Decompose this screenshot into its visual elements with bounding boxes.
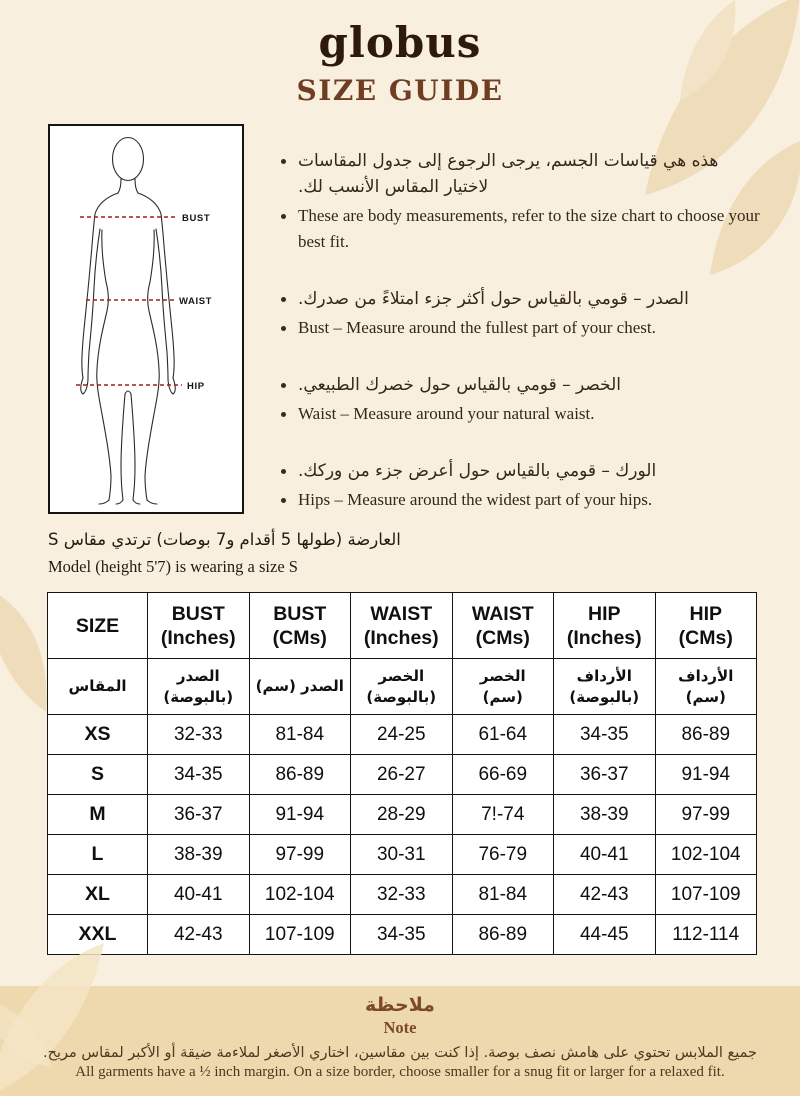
header-size-ar: المقاس — [48, 659, 148, 715]
value-cell: 102-104 — [655, 835, 757, 875]
header-hip-in: HIP (Inches) — [554, 593, 656, 659]
header-bust-in-ar: الصدر (بالبوصة) — [148, 659, 250, 715]
bullet-dot — [281, 326, 286, 331]
instruction-group-hip — [281, 458, 765, 513]
header-waist-cm: WAIST (CMs) — [452, 593, 554, 659]
value-cell: 40-41 — [554, 835, 656, 875]
bullet-dot — [281, 159, 286, 164]
value-cell: 91-94 — [249, 795, 351, 835]
value-cell: 38-39 — [554, 795, 656, 835]
value-cell: 24-25 — [351, 715, 453, 755]
value-cell: 34-35 — [554, 715, 656, 755]
value-cell: 30-31 — [351, 835, 453, 875]
header-hip-cm-ar: الأرداف (سم) — [655, 659, 757, 715]
header-hip-in-ar: الأرداف (بالبوصة) — [554, 659, 656, 715]
note-title-ar: ملاحظة — [365, 994, 435, 1016]
value-cell: 34-35 — [148, 755, 250, 795]
table-row — [48, 715, 757, 755]
value-cell: 81-84 — [249, 715, 351, 755]
size-cell: S — [48, 755, 148, 795]
value-cell: 86-89 — [452, 915, 554, 955]
header-bust-cm-ar: الصدر (سم) — [249, 659, 351, 715]
header-waist-in: WAIST (Inches) — [351, 593, 453, 659]
value-cell: 97-99 — [249, 835, 351, 875]
instruction-hip-ar: الورك – قومي بالقياس حول أعرض جزء من وركك. — [298, 461, 657, 481]
size-cell: L — [48, 835, 148, 875]
value-cell: 36-37 — [148, 795, 250, 835]
value-cell: 34-35 — [351, 915, 453, 955]
table-row — [48, 835, 757, 875]
value-cell: 36-37 — [554, 755, 656, 795]
header-waist-in-ar: الخصر (بالبوصة) — [351, 659, 453, 715]
waist-label: WAIST — [179, 296, 213, 307]
instruction-group-bust — [281, 286, 765, 341]
table-header-row-ar — [48, 659, 757, 715]
size-cell: XL — [48, 875, 148, 915]
table-row — [48, 755, 757, 795]
instruction-group-general — [281, 148, 765, 255]
bullet-dot — [281, 412, 286, 417]
model-size-note — [48, 526, 508, 580]
table-header-row-en — [48, 593, 757, 659]
value-cell: 107-109 — [249, 915, 351, 955]
table-row — [48, 875, 757, 915]
instruction-bust-ar: الصدر – قومي بالقياس حول أكثر جزء امتلاءً من صدرك. — [298, 289, 689, 309]
instruction-bust-en: Bust – Measure around the fullest part of your chest. — [298, 318, 656, 337]
value-cell: 61-64 — [452, 715, 554, 755]
value-cell: 42-43 — [148, 915, 250, 955]
value-cell: 76-79 — [452, 835, 554, 875]
value-cell: 66-69 — [452, 755, 554, 795]
bullet-dot — [281, 383, 286, 388]
header-bust-cm: BUST (CMs) — [249, 593, 351, 659]
value-cell: 28-29 — [351, 795, 453, 835]
size-chart-table — [47, 592, 757, 955]
header-hip-cm: HIP (CMs) — [655, 593, 757, 659]
note-body-en: All garments have a ½ inch margin. On a size border, choose smaller for a snug fit or larger for a relaxed fit. — [75, 1064, 725, 1080]
value-cell: 44-45 — [554, 915, 656, 955]
instruction-waist-ar: الخصر – قومي بالقياس حول خصرك الطبيعي. — [298, 375, 622, 395]
table-row — [48, 915, 757, 955]
size-cell: M — [48, 795, 148, 835]
note-body-ar: جميع الملابس تحتوي على هامش نصف بوصة. إذا كنت بين مقاسين، اختاري الأصغر لملاءمة ضيقة أو الأكبر لمقاس مريح. — [43, 1045, 757, 1061]
value-cell: 97-99 — [655, 795, 757, 835]
bullet-dot — [281, 498, 286, 503]
note-section — [0, 994, 800, 1081]
value-cell: 107-109 — [655, 875, 757, 915]
value-cell: 40-41 — [148, 875, 250, 915]
table-row — [48, 795, 757, 835]
size-cell: XS — [48, 715, 148, 755]
value-cell: 38-39 — [148, 835, 250, 875]
value-cell: 91-94 — [655, 755, 757, 795]
model-note-en: Model (height 5'7) is wearing a size S — [48, 557, 298, 576]
header-bust-in: BUST (Inches) — [148, 593, 250, 659]
bullet-dot — [281, 469, 286, 474]
brand-logo: globus — [318, 18, 482, 67]
value-cell: 42-43 — [554, 875, 656, 915]
value-cell: 32-33 — [148, 715, 250, 755]
instruction-waist-en: Waist – Measure around your natural waist. — [298, 404, 595, 423]
body-silhouette-illustration — [50, 126, 242, 512]
page-title: SIZE GUIDE — [296, 74, 504, 107]
value-cell: 86-89 — [655, 715, 757, 755]
size-cell: XXL — [48, 915, 148, 955]
bust-label: BUST — [182, 213, 211, 224]
body-measurement-figure — [48, 124, 244, 514]
value-cell: 112-114 — [655, 915, 757, 955]
model-note-ar: العارضة (طولها 5 أقدام و7 بوصات) ترتدي مقاس S — [48, 530, 401, 549]
value-cell: 7!-74 — [452, 795, 554, 835]
value-cell: 32-33 — [351, 875, 453, 915]
instruction-hip-en: Hips – Measure around the widest part of your hips. — [298, 490, 653, 509]
value-cell: 86-89 — [249, 755, 351, 795]
body-silhouette — [81, 138, 176, 505]
instruction-group-waist — [281, 372, 765, 427]
header-waist-cm-ar: الخصر (سم) — [452, 659, 554, 715]
value-cell: 81-84 — [452, 875, 554, 915]
value-cell: 102-104 — [249, 875, 351, 915]
header-size: SIZE — [48, 593, 148, 659]
hip-label: HIP — [187, 381, 205, 392]
instruction-general-ar: هذه هي قياسات الجسم، يرجى الرجوع إلى جدول المقاسات لاختيار المقاس الأنسب لك. — [298, 151, 719, 197]
bullet-dot — [281, 297, 286, 302]
measurement-instructions — [281, 148, 765, 544]
value-cell: 26-27 — [351, 755, 453, 795]
instruction-general-en: These are body measurements, refer to the size chart to choose your best fit. — [298, 206, 760, 251]
bullet-dot — [281, 214, 286, 219]
note-title-en: Note — [383, 1018, 417, 1037]
